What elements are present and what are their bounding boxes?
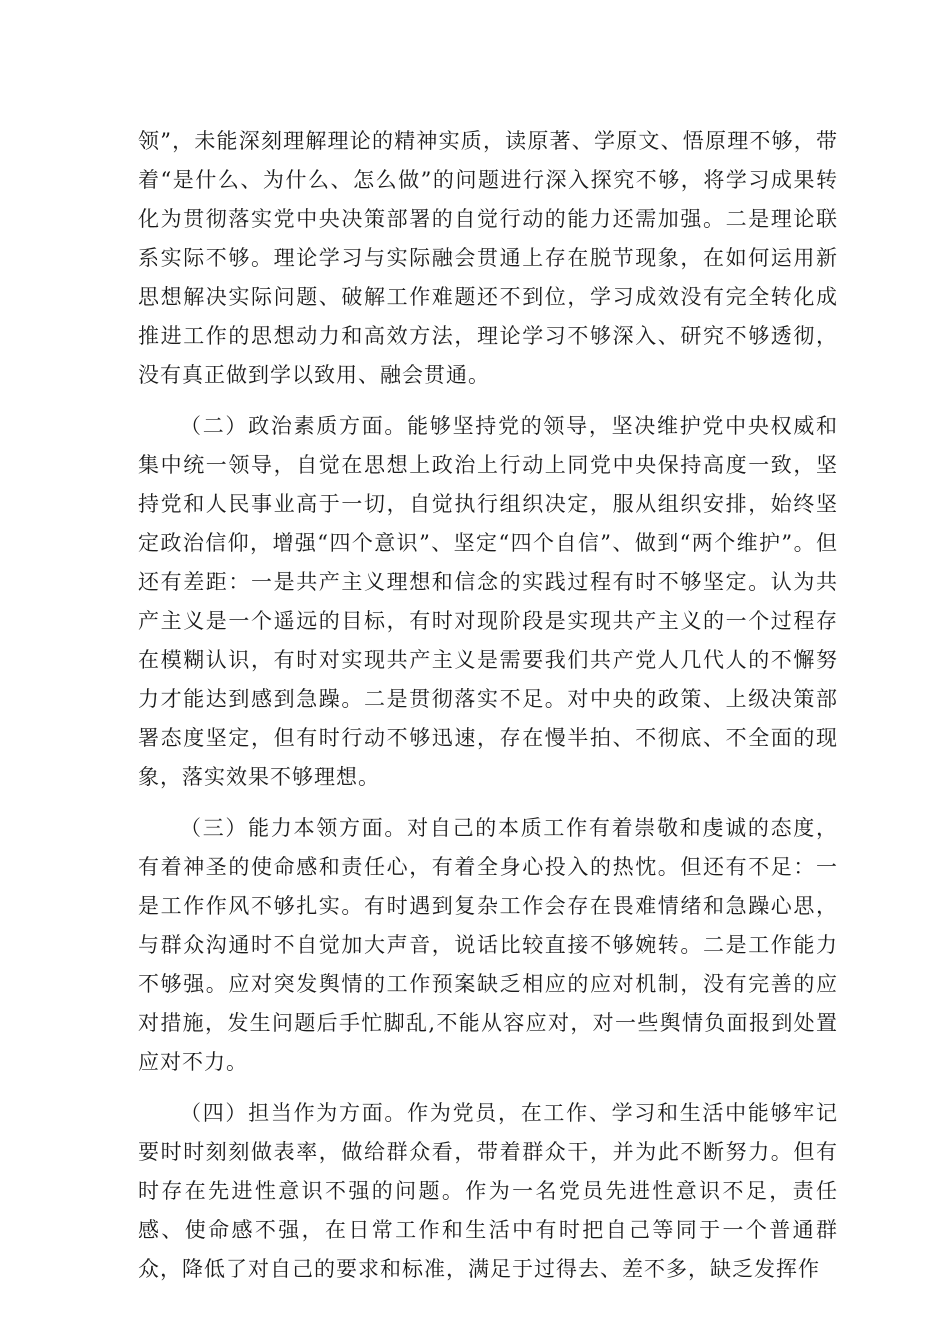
paragraph-political-quality: （二）政治素质方面。能够坚持党的领导，坚决维护党中央权威和集中统一领导，自觉在思想上政治上行动上同党中央保持高度一致，坚持党和人民事业高于一切，自觉执行组织决定，服从组织安排，始终坚定政治信仰，增强“四个意识”、坚定“四个自信”、做到“两个维护”。但还有差距：一是共产主义理想和信念的实践过程有时不够坚定。认为共产主义是一个遥远的目标，有时对现阶段是实现共产主义的一个过程存在模糊认识，有时对实现共产主义是需要我们共产党人几代人的不懈努力才能达到感到急躁。二是贯彻落实不足。对中央的政策、上级决策部署态度坚定，但有时行动不够迅速，存在慢半拍、不彻底、不全面的现象，落实效果不够理想。 xyxy=(138,414,838,789)
paragraph-1-continuation: 领”，未能深刻理解理论的精神实质，读原著、学原文、悟原理不够，带着“是什么、为什么、怎么做”的问题进行深入探究不够，将学习成果转化为贯彻落实党中央决策部署的自觉行动的能力还需加强。二是理论联系实际不够。理论学习与实际融会贯通上存在脱节现象，在如何运用新思想解决实际问题、破解工作难题还不到位，学习成效没有完全转化成推进工作的思想动力和高效方法，理论学习不够深入、研究不够透彻，没有真正做到学以致用、融会贯通。 xyxy=(138,129,838,387)
paragraph-responsibility: （四）担当作为方面。作为党员，在工作、学习和生活中能够牢记要时时刻刻做表率，做给群众看，带着群众干，并为此不断努力。但有时存在先进性意识不强的问题。作为一名党员先进性意识不足，责任感、使命感不强，在日常工作和生活中有时把自己等同于一个普通群众，降低了对自己的要求和标准，满足于过得去、差不多，缺乏发挥作 xyxy=(138,1101,838,1281)
document-body xyxy=(138,122,838,1289)
paragraph-ability: （三）能力本领方面。对自己的本质工作有着崇敬和虔诚的态度，有着神圣的使命感和责任心，有着全身心投入的热忱。但还有不足：一是工作作风不够扎实。有时遇到复杂工作会存在畏难情绪和急躁心思，与群众沟通时不自觉加大声音，说话比较直接不够婉转。二是工作能力不够强。应对突发舆情的工作预案缺乏相应的应对机制，没有完善的应对措施，发生问题后手忙脚乱,不能从容应对，对一些舆情负面报到处置应对不力。 xyxy=(138,816,838,1074)
